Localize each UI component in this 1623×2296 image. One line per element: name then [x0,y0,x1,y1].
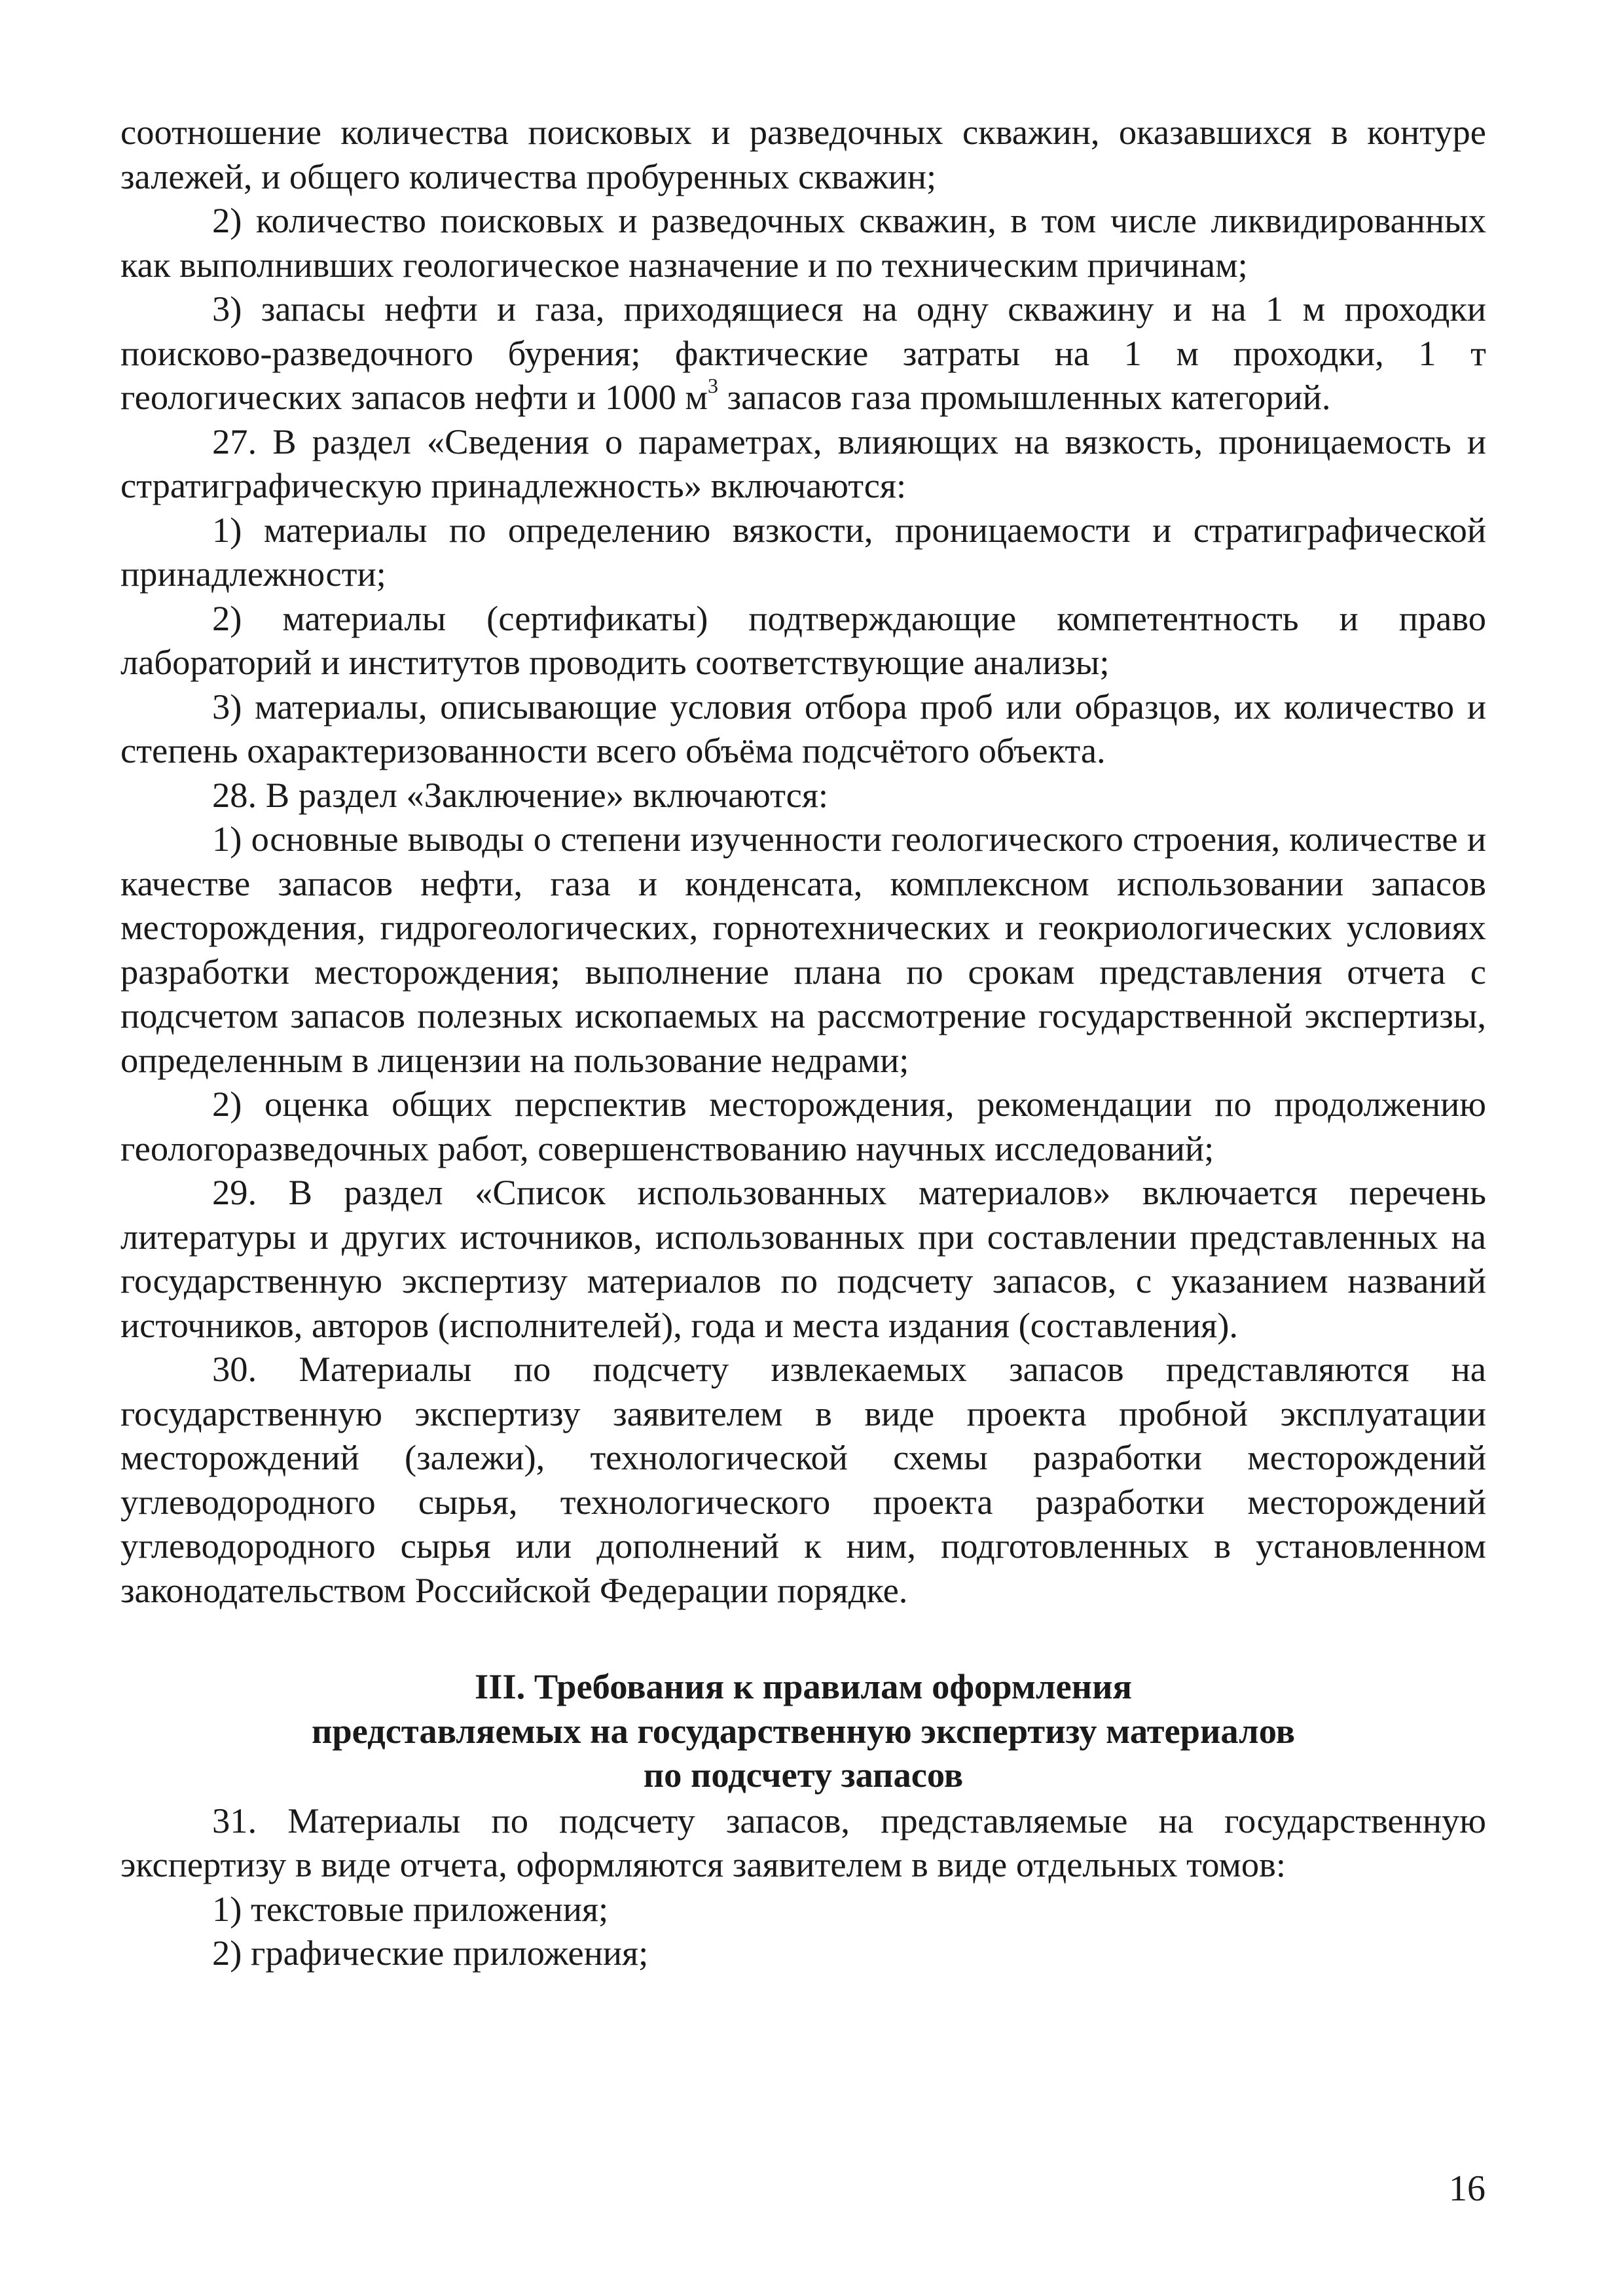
cubic-superscript: 3 [708,373,718,397]
paragraph-31: 31. Материалы по подсчету запасов, представляемые на государственную экспертизу в виде отчета, оформляются заявителем в виде отдельных томов: [120,1800,1486,1884]
paragraph-item-2-wells: 2) количество поисковых и разведочных скважин, в том числе ликвидированных как выполнивших геологическое назначение и по техническим причинам; [120,200,1486,285]
paragraph-29: 29. В раздел «Список использованных материалов» включается перечень литературы и других источников, использованных при составлении представленных на государственную экспертизу материалов по подсчету запасов, с указанием названий источников, авторов (исполнителей), года и места издания (составления). [120,1172,1486,1345]
paragraph-30: 30. Материалы по подсчету извлекаемых запасов представляются на государственную экспертизу заявителем в виде проекта пробной эксплуатации месторождений (залежи), технологической схемы разработки месторождений углеводородного сырья, технологического проекта разработки месторождений углеводородного сырья или дополнений к ним, подготовленных в установленном законодательством Российской Федерации порядке. [120,1349,1486,1610]
paragraph-31-item-2: 2) графические приложения; [212,1933,649,1973]
section-heading [120,1664,1486,1797]
paragraph-31-item-1: 1) текстовые приложения; [212,1888,609,1929]
paragraph-continuation: соотношение количества поисковых и разведочных скважин, оказавшихся в контуре залежей, и общего количества пробуренных скважин; [120,112,1486,196]
paragraph-item-3-text: 3) запасы нефти и газа, приходящиеся на одну скважину и на 1 м проходки поисково-разведочного бурения; фактические затраты на 1 м проходки, 1 т геологических запасов нефти и 1000 м [120,289,1486,417]
paragraph-28-item-2: 2) оценка общих перспектив месторождения, рекомендации по продолжению геологоразведочных работ, совершенствованию научных исследований; [120,1084,1486,1168]
paragraph-28-item-1: 1) основные выводы о степени изученности геологического строения, количестве и качестве запасов нефти, газа и конденсата, комплексном использовании запасов месторождения, гидрогеологических, горнотехнических и геокриологических условиях разработки месторождения; выполнение плана по срокам представления отчета с подсчетом запасов полезных ископаемых на рассмотрение государственной экспертизы, определенным в лицензии на пользование недрами; [120,819,1486,1080]
section-heading-line-2: представляемых на государственную экспертизу материалов [311,1710,1296,1751]
section-heading-line-3: по подсчету запасов [643,1755,964,1795]
page-number: 16 [1449,2168,1486,2209]
paragraph-27-item-1: 1) материалы по определению вязкости, проницаемости и стратиграфической принадлежности; [120,509,1486,594]
paragraph-item-3-reserves [120,287,1486,420]
document-body [120,110,1486,1975]
paragraph-27-item-3: 3) материалы, описывающие условия отбора проб или образцов, их количество и степень охарактеризованности всего объёма подсчётого объекта. [120,686,1486,770]
paragraph-27-item-2: 2) материалы (сертификаты) подтверждающие компетентность и право лабораторий и институтов проводить соответствующие анализы; [120,598,1486,682]
paragraph-item-3-tail: запасов газа промышленных категорий. [718,377,1331,417]
paragraph-27: 27. В раздел «Сведения о параметрах, влияющих на вязкость, проницаемость и стратиграфическую принадлежность» включаются: [120,421,1486,505]
section-heading-line-1: III. Требования к правилам оформления [475,1666,1132,1706]
paragraph-28: 28. В раздел «Заключение» включаются: [212,774,829,815]
